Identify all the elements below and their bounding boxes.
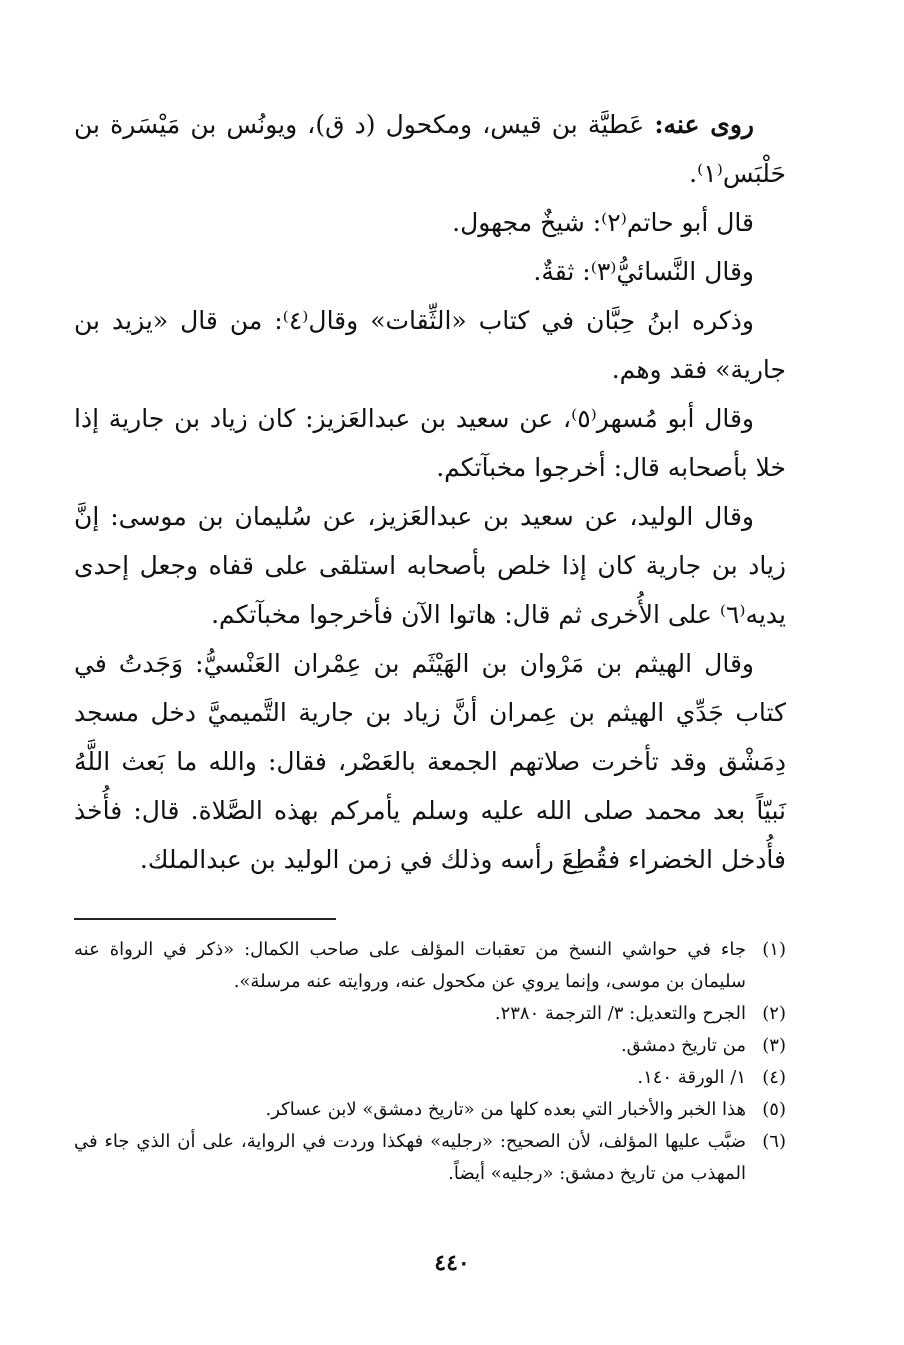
footnote [74, 1094, 786, 1126]
footnote [74, 1030, 786, 1062]
paragraph-rest: عَطيَّة بن قيس، ومكحول (د ق)، ويونُس بن مَيْسَرة بن حَلْبَس⁽١⁾. [74, 110, 786, 188]
footnotes [74, 934, 786, 1190]
footnote [74, 998, 786, 1030]
footnote [74, 1062, 786, 1094]
paragraph-haytham: وقال الهيثم بن مَرْوان بن الهَيْثَم بن عِمْران العَنْسيُّ: وَجَدتُ في كتاب جَدِّي الهيثم بن عِمران أنَّ زياد بن جارية التَّميميَّ دخل مسجد دِمَشْق وقد تأخرت صلاتهم الجمعة بالعَصْر، فقال: والله ما بَعث اللَّهُ نَبيّاً بعد محمد صلى الله عليه وسلم يأمركم بهذه الصَّلاة. قال: فأُخذ فأُدخل الخضراء فقُطِعَ رأسه وذلك في زمن الوليد بن عبدالملك. [74, 649, 786, 874]
main-text [74, 100, 786, 884]
footnote-text: ضبَّب عليها المؤلف، لأن الصحيح: «رجليه» فهكذا وردت في الرواية، على أن الذي جاء في المهذب من تاريخ دمشق: «رجليه» أيضاً. [74, 1131, 746, 1184]
paragraph-ibn-hibban: وذكره ابنُ حِبَّان في كتاب «الثِّقات» وقال⁽٤⁾: من قال «يزيد بن جارية» فقد وهم. [74, 306, 786, 384]
paragraph-walid: وقال الوليد، عن سعيد بن عبدالعَزيز، عن سُليمان بن موسى: إنَّ زياد بن جارية كان إذا خلص بأصحابه استلقى على قفاه وجعل إحدى يديه⁽٦⁾ على الأُخرى ثم قال: هاتوا الآن فأخرجوا مخبآتكم. [74, 502, 786, 629]
page-body [74, 100, 786, 1345]
footnote-number: (٦) [762, 1131, 786, 1152]
paragraph-abu-hatim: قال أبو حاتم⁽٢⁾: شيخٌ مجهول. [452, 208, 754, 237]
footnote-text: الجرح والتعديل: ٣/ الترجمة ٢٣٨٠. [494, 1003, 746, 1024]
footnote-text: هذا الخبر والأخبار التي بعده كلها من «تاريخ دمشق» لابن عساكر. [265, 1099, 746, 1120]
footnote-number: (١) [762, 939, 786, 960]
paragraph-narrators [74, 100, 786, 198]
footnote-text: ١/ الورقة ١٤٠. [637, 1067, 746, 1088]
footnote-text: جاء في حواشي النسخ من تعقبات المؤلف على صاحب الكمال: «ذكر في الرواة عنه سليمان بن موسى، وإنما يروي عن مكحول عنه، وروايته عنه مرسلة». [74, 939, 746, 992]
footnote [74, 934, 786, 998]
paragraph-nasai: وقال النَّسائيُّ⁽٣⁾: ثقةٌ. [533, 257, 754, 286]
paragraph-lead: روى عنه: [654, 110, 754, 139]
footnote-number: (٥) [762, 1099, 786, 1120]
footnote-number: (٣) [762, 1035, 786, 1056]
footnote-separator-wrap [74, 884, 786, 920]
footnote-separator [74, 918, 336, 920]
footnote-number: (٤) [762, 1067, 786, 1088]
footnote-text: من تاريخ دمشق. [620, 1035, 746, 1056]
paragraph-abu-mushir: وقال أبو مُسهر⁽٥⁾، عن سعيد بن عبدالعَزيز: كان زياد بن جارية إذا خلا بأصحابه قال: أخرجوا مخبآتكم. [74, 404, 786, 482]
page-number: ٤٤٠ [434, 1250, 470, 1276]
footnote-number: (٢) [762, 1003, 786, 1024]
footnote [74, 1126, 786, 1190]
